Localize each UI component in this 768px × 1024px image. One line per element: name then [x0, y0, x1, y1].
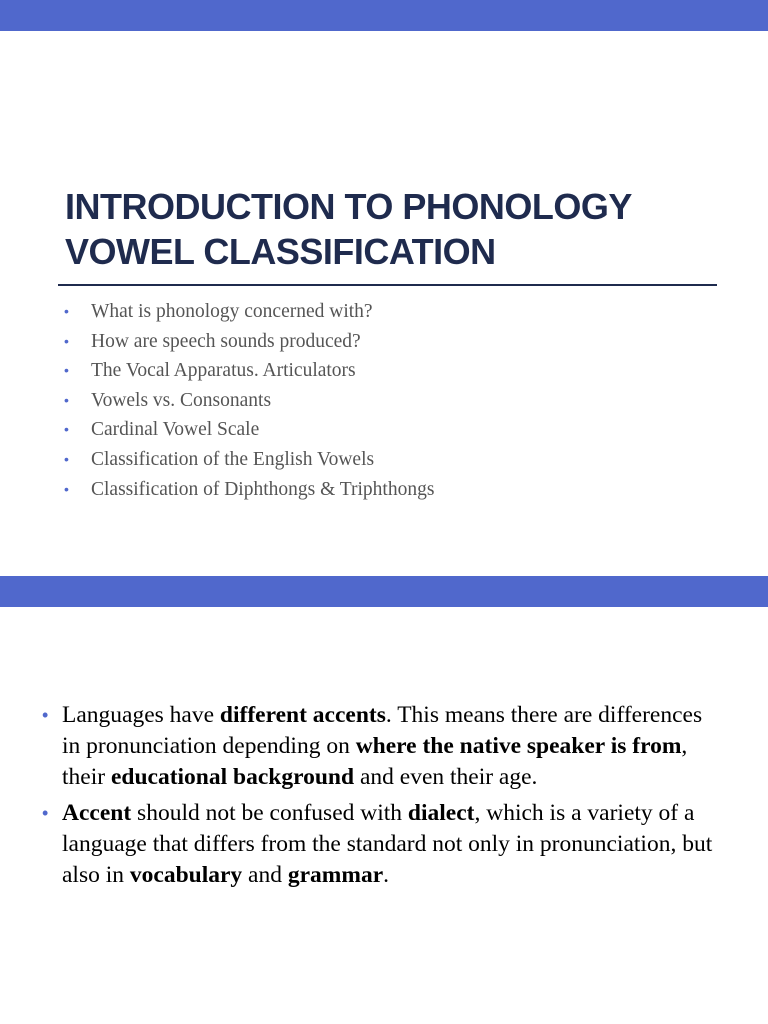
- bullet-icon: •: [64, 362, 69, 379]
- term-grammar: grammar: [287, 862, 384, 888]
- topic-text: Classification of Diphthongs & Triphthongs: [91, 478, 435, 500]
- note-text: , which is a variety of a language that differs from the standard not only in pronunciation, but also in: [62, 800, 713, 888]
- bullet-icon: •: [64, 303, 69, 319]
- note-paragraph-dialect: [42, 798, 722, 891]
- topic-list: [62, 297, 434, 504]
- topic-text: The Vocal Apparatus. Articulators: [91, 360, 356, 382]
- note-text: . This means there are differences in pronunciation depending on: [62, 702, 703, 759]
- note-text: , their: [62, 733, 688, 790]
- bullet-icon: •: [64, 421, 69, 438]
- term-accent: Accent: [62, 800, 132, 826]
- term-different-accents: different accents: [219, 702, 386, 728]
- topic-item: [62, 297, 434, 327]
- topic-text: Cardinal Vowel Scale: [91, 419, 260, 441]
- accent-notes: [42, 700, 722, 896]
- note-text: Languages have: [62, 702, 220, 728]
- topic-item: [62, 475, 434, 505]
- bullet-icon: •: [42, 705, 49, 725]
- slide-title: [65, 184, 745, 274]
- term-educational-background: educational background: [110, 764, 355, 790]
- topic-text: Vowels vs. Consonants: [91, 389, 272, 411]
- bullet-icon: •: [42, 803, 49, 823]
- bullet-icon: •: [64, 332, 69, 349]
- topic-text: How are speech sounds produced?: [91, 330, 361, 352]
- slide-title-line-2: VOWEL CLASSIFICATION: [65, 231, 496, 272]
- title-divider: [58, 284, 717, 286]
- topic-item: [62, 327, 434, 357]
- note-text: and even their age.: [354, 764, 538, 790]
- note-text: .: [383, 862, 389, 888]
- section-divider-band: [0, 576, 768, 607]
- term-dialect: dialect: [407, 800, 475, 826]
- term-native-speaker-origin: where the native speaker is from: [355, 733, 682, 759]
- topic-item: [62, 415, 434, 445]
- note-text: and: [242, 862, 288, 888]
- top-accent-band: [0, 0, 768, 31]
- bullet-icon: •: [64, 391, 69, 408]
- topic-item: [62, 386, 434, 416]
- topic-text: Classification of the English Vowels: [91, 448, 375, 470]
- slide-title-line-1: INTRODUCTION TO PHONOLOGY: [65, 186, 632, 227]
- topic-item: [62, 445, 434, 475]
- topic-text: What is phonology concerned with?: [91, 301, 373, 322]
- note-paragraph-accents: [42, 700, 722, 793]
- bullet-icon: •: [64, 480, 69, 497]
- note-text: should not be confused with: [131, 800, 408, 826]
- bullet-icon: •: [64, 450, 69, 467]
- term-vocabulary: vocabulary: [129, 862, 243, 888]
- topic-item: [62, 356, 434, 386]
